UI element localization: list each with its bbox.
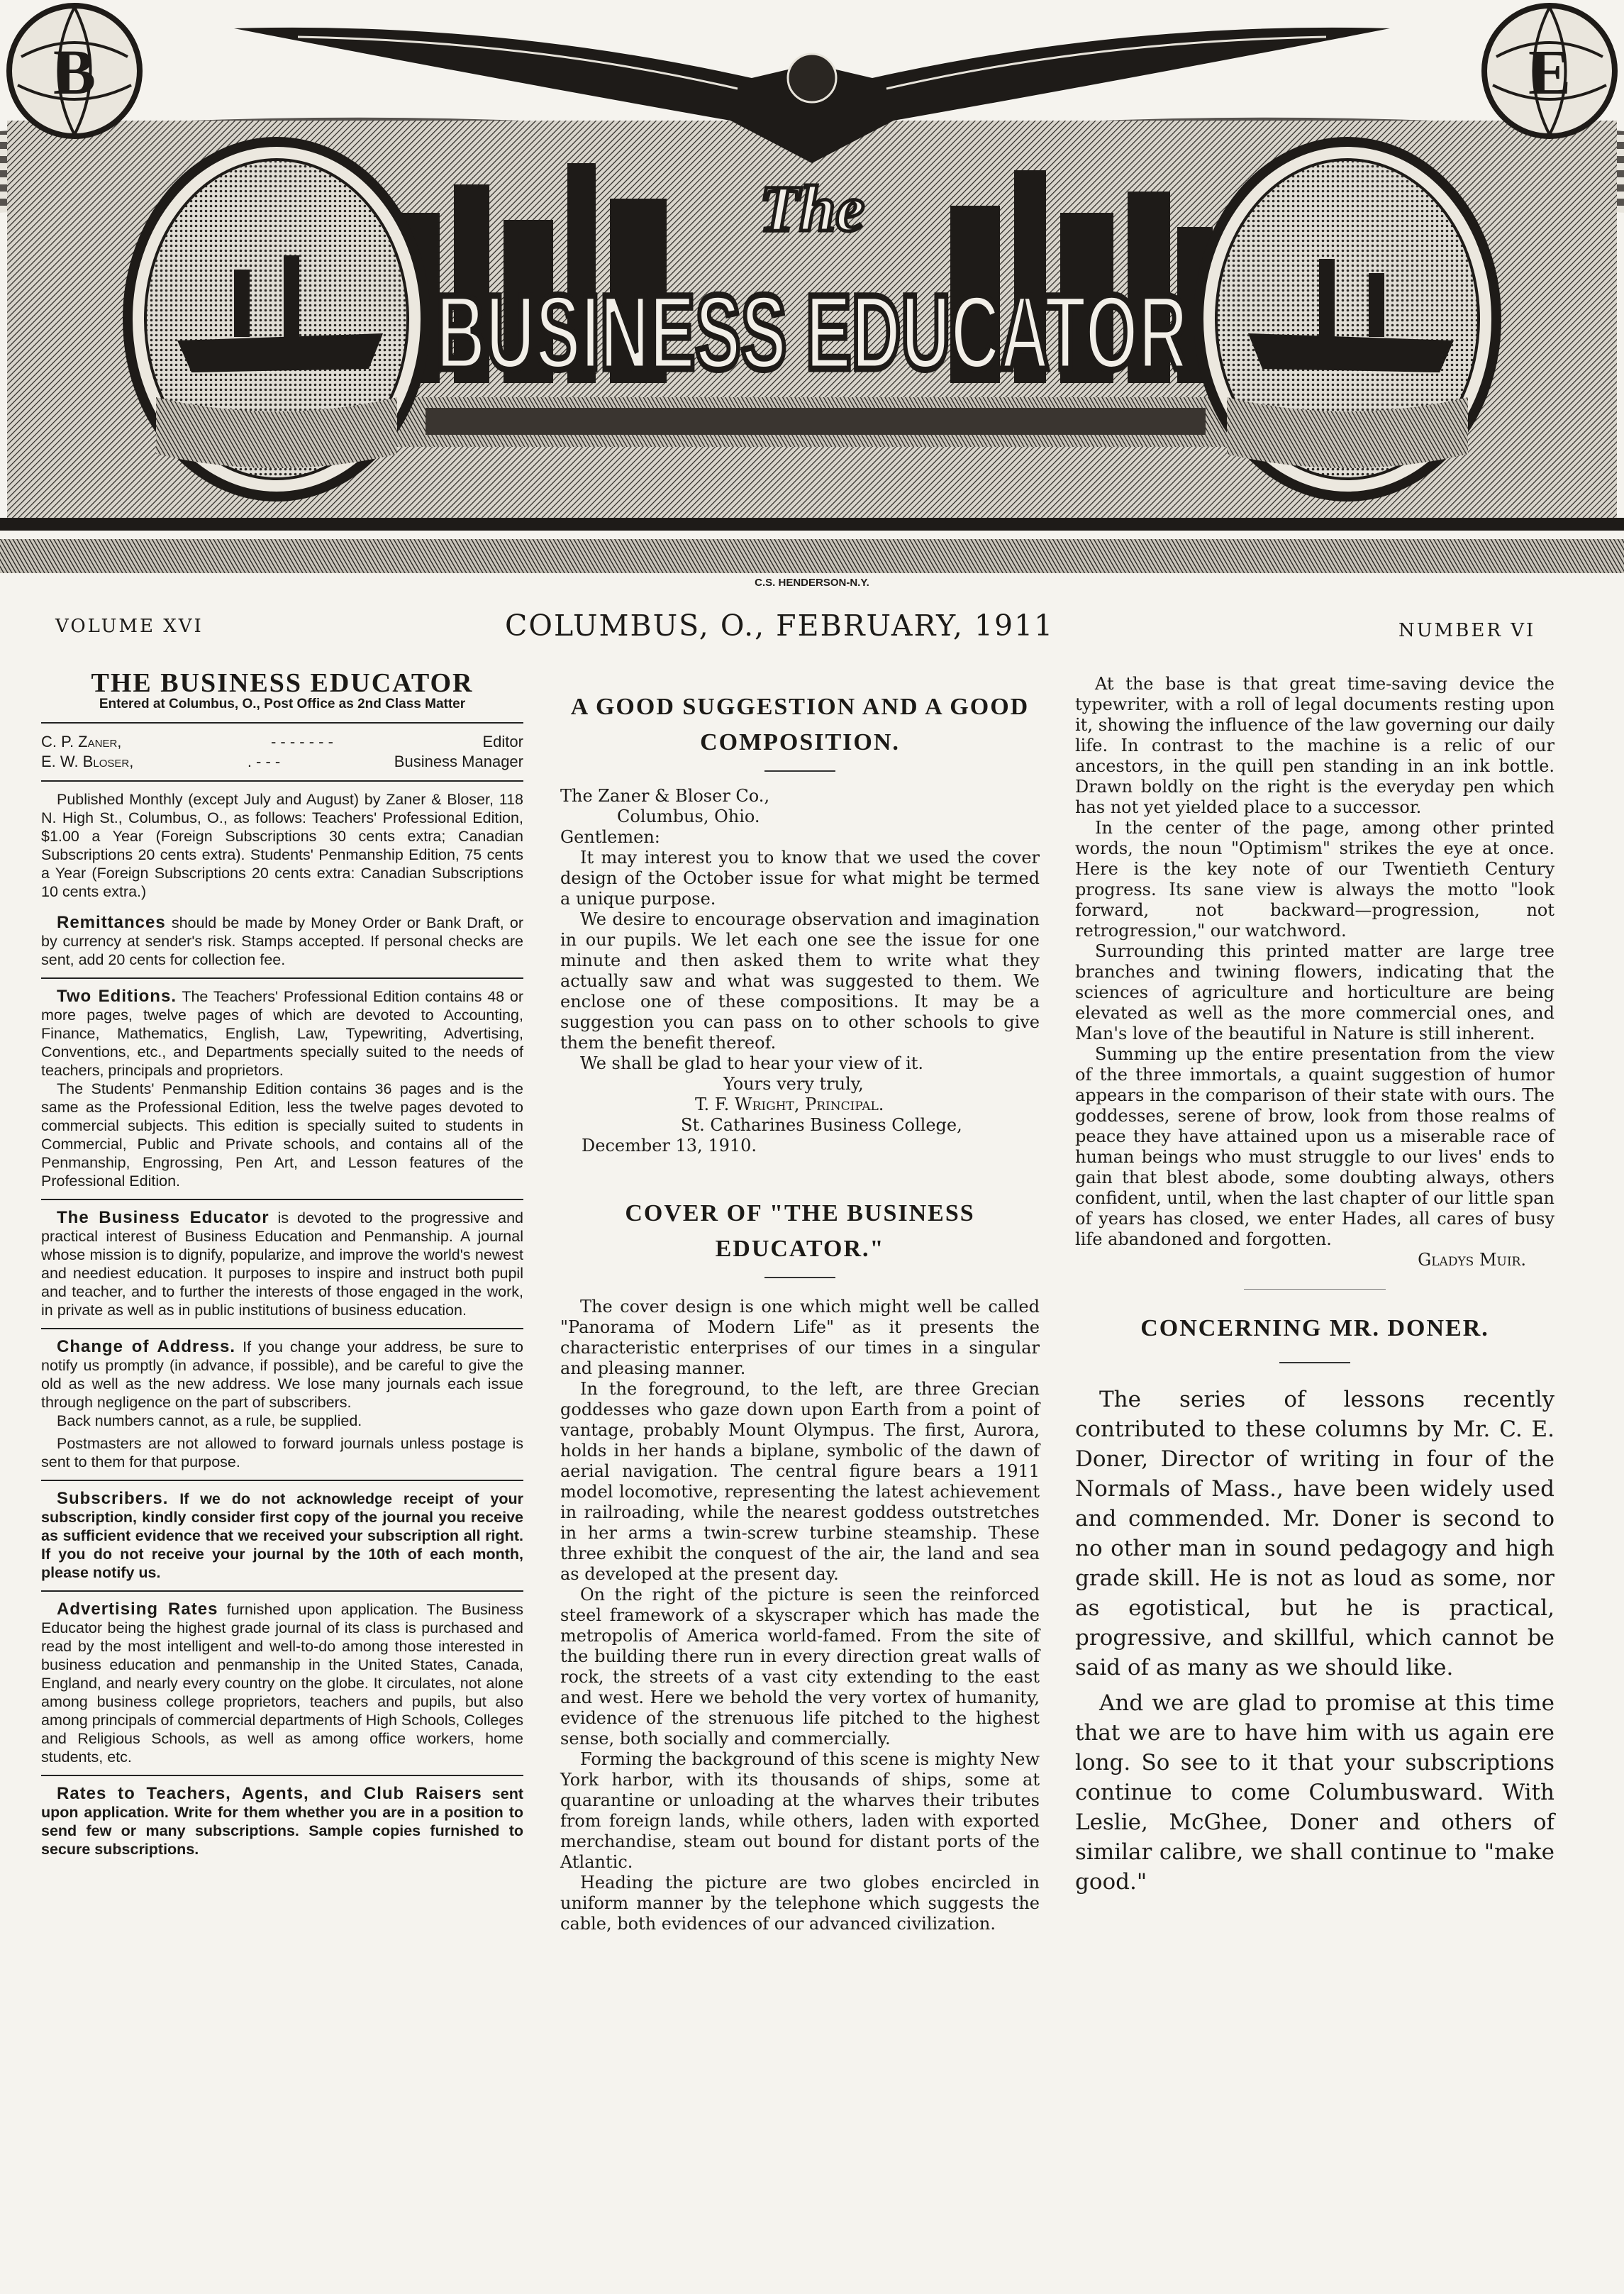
letter-paragraph-1: It may interest you to know that we used the cover design of the October issue for what might be termed a unique purpose. [560,848,1040,909]
article-author: Gladys Muir. [1418,1250,1526,1270]
cover-paragraph-7: In the center of the page, among other printed words, the noun "Optimism" strikes the eye at once. Here is the key note of our Twentieth Century progress. Its sane view is always the motto "look forward, not backward—progression, not retrogression," our watchword. [1075,818,1555,941]
address-section [41,1338,523,1412]
staff-role: Business Manager [394,753,523,770]
divider [41,1590,523,1592]
devoted-heading: The Business Educator [57,1208,269,1227]
divider [41,1199,523,1200]
article-title-suggestion: A GOOD SUGGESTION AND A GOOD COMPOSITION. [570,694,1030,755]
title-rule [764,770,835,772]
divider [41,1328,523,1329]
cover-paragraph-6: At the base is that great time-saving device the typewriter, with a roll of legal documents resting upon it, showing the influence of the law governing our daily life. In contrast to the machine is a relic of our ancestors, in the quill pen standing in an ink bottle. Drawn boldly on the right is the everyday pen which has not yet yielded place to a successor. [1075,674,1555,817]
publication-title: THE BUSINESS EDUCATOR [91,668,474,698]
subscribers-text: If we do not acknowledge receipt of your subscription, kindly consider first copy of the journal you receive as sufficient evidence that we received your subscription all right. If you do not receive your journal by the 10th of each month, please notify us. [41,1490,523,1581]
masthead-artist-credit: C.S. HENDERSON-N.Y. [755,577,869,589]
letter-paragraph-3: We shall be glad to hear your view of it. [580,1053,924,1073]
editions-text-2: The Students' Penmanship Edition contains 36 pages and is the same as the Professional Edition, less the twelve pages devoted to commercial subjects. This edition is specially suited to students in Commercial, Public and Private schools, and contains all of the Penmanship, Engrossing, Pen Art, and Lesson features of the Professional Edition. [41,1080,523,1190]
article-title-cover: COVER OF "THE BUSINESS EDUCATOR." [625,1200,975,1262]
entered-notice: Entered at Columbus, O., Post Office as 2nd Class Matter [99,697,466,711]
letter-paragraph-2: We desire to encourage observation and imagination in our pupils. We let each one see the issue for one minute and then asked them to write what they actually saw and what was suggested to them. We enclose one of these compositions. It may be a suggestion you can pass on to other schools to give them the benefit thereof. [560,909,1040,1053]
address-text: If you change your address, be sure to notify us promptly (in advance, if possible), and be careful to give the old as well as the new address. We lose many journals each issue through negligence on the part of subscribers. [41,1339,524,1411]
article-title-doner: CONCERNING MR. DONER. [1140,1315,1489,1341]
address-text-3: Postmasters are not allowed to forward journals unless postage is sent to them for that purpose. [41,1435,523,1470]
masthead [0,0,1624,589]
doner-paragraph-2: And we are glad to promise at this time that we are to have him with us again ere long. So see to it that your subscriptions continue to come Columbusward. With Leslie, McGhee, Doner and others of similar calibre, we shall continue to "make good." [1075,1690,1555,1895]
remittances-section [41,914,523,969]
cover-paragraph-2: In the foreground, to the left, are three Grecian goddesses who gaze down upon Earth from a point of vantage, probably Mount Olympus. The first, Aurora, holds in her hands a biplane, symbolic of the dawn of aerial navigation. The central figure bears a 1911 model locomotive, representing the latest achievement in railroading, while the nearest goddess outstretches in her arms a twin-screw turbine steamship. These three exhibit the conquest of the air, the land and sea as developed at the present day. [560,1379,1040,1584]
letter-address-1: The Zaner & Bloser Co., [560,786,770,806]
letter-date: December 13, 1910. [582,1136,757,1156]
staff-row-editor [41,732,523,752]
rates-text: sent upon application. Write for them whether you are in a position to send few or many subscriptions. Sample copies furnished to secure subscriptions. [41,1785,523,1858]
left-globe-letter: B [52,38,96,108]
advertising-text: furnished upon application. The Business Educator being the highest grade journal of its class is purchased and read by the most intelligent and well-to-do among those interested in business education and penmanship in the United States, Canada, England, and nearly every country on the globe. It circulates, not alone among business college proprietors, teachers and pupils, but also among principals of commercial departments of High Schools, Colleges and Religious Schools, as well as among office workers, home students, etc. [41,1601,524,1766]
remittances-heading: Remittances [57,913,166,932]
address-text-2: Back numbers cannot, as a rule, be supplied. [57,1412,362,1429]
devoted-text: is devoted to the progressive and practical interest of Business Education and Penmanship. A journal whose mission is to dignify, popularize, and improve the world's newest and neediest education. It purposes to inspire and instruct both pupil and teacher, and to further the interests of those engaged in the work, in private as well as in public institutions of business education. [41,1209,523,1319]
editions-heading: Two Editions. [57,987,177,1006]
city-date-label: COLUMBUS, O., FEBRUARY, 1911 [505,609,1055,643]
divider [41,1775,523,1776]
title-rule [1279,1362,1350,1363]
dateline [0,609,1624,644]
cover-paragraph-8: Surrounding this printed matter are large tree branches and twining flowers, indicating that the sciences of agriculture and horticulture are being elevated as well as the more commercial ones, and Man's love of the beautiful in Nature is still inherent. [1075,941,1555,1043]
advertising-heading: Advertising Rates [57,1600,218,1619]
letter-closing: Yours very truly, [723,1074,864,1094]
remittances-text: should be made by Money Order or Bank Draft, or by currency at sender's risk. Stamps accepted. If personal checks are sent, add 20 cents for collection fee. [41,914,523,968]
staff-dashes: - - - - - - - [270,733,333,750]
cover-paragraph-9: Summing up the entire presentation from the view of the three immortals, a quaint suggestion of humor appears in the comparison of their state with ours. The goddesses, serene of brow, look from those realms of peace they have attained upon us a miserable race of human beings who must struggle to our lives' ends to gain that blest abode, some doubting always, others confident, until, when the last chapter of our little span of years has closed, we enter Hades, all cares of busy life abandoned and forgotten. [1075,1044,1555,1249]
right-globe-letter: E [1528,38,1572,108]
rates-heading: Rates to Teachers, Agents, and Club Raisers [57,1784,482,1803]
subscribers-heading: Subscribers. [57,1489,169,1508]
subscribers-section [41,1490,523,1582]
column-publisher-info [41,668,524,1858]
letter-school: St. Catharines Business College, [681,1115,962,1135]
masthead-title: BUSINESS EDUCATOR [436,272,1188,392]
staff-name: C. P. Zaner, [41,733,122,750]
column-suggestion [560,674,1040,1934]
divider [41,722,523,724]
section-separator [1244,1289,1386,1290]
editions-section [41,987,523,1080]
number-label: NUMBER VI [1398,620,1536,641]
cover-paragraph-5: Heading the picture are two globes encircled in uniform manner by the telephone which suggests the cable, both evidences of our advanced civilization. [560,1873,1040,1934]
doner-paragraph-1: The series of lessons recently contributed to these columns by Mr. C. E. Doner, Director of writing in four of the Normals of Mass., have been widely used and commended. Mr. Doner is second to no other man in sound pedagogy and high grade skill. He is not as loud as some, nor as egotistical, but he is practical, progressive, and skillful, which cannot be said of as many as we should like. [1075,1387,1555,1680]
staff-dashes: . - - - [247,753,281,770]
staff-role: Editor [482,733,523,750]
cover-paragraph-4: Forming the background of this scene is mighty New York harbor, with its thousands of ships, some at quarantine or unloading at the wharves their tributes from foreign lands, while others, laden with exported merchandise, steam out bound for distant ports of the Atlantic. [560,1749,1040,1872]
volume-label: VOLUME XVI [55,616,204,637]
cover-article [560,1297,1040,1934]
published-notice: Published Monthly (except July and August) by Zaner & Bloser, 118 N. High St., Columbus, O., as follows: Teachers' Professional Edition, $1.00 a Year (Foreign Subscriptions 30 cents extra; Canadian Subscriptions 20 cents extra). Students' Penmanship Edition, 75 cents a Year (Foreign Subscriptions 20 cents extra: Canadian Subscriptions 10 cents extra.) [41,791,523,900]
rates-section [41,1785,523,1858]
cover-paragraph-3: On the right of the picture is seen the reinforced steel framework of a skyscraper which has made the metropolis of America world-famed. From the site of the building there run in every direction great walls of rock, the streets of a vast city extending to the east and west. Here we behold the very vortex of humanity, evidence of the strenuous life pitched to the highest sense, both socially and commercially. [560,1585,1040,1749]
masthead-engraving [0,0,1624,589]
staff-name: E. W. Bloser, [41,753,134,770]
doner-article [1075,1385,1555,1897]
divider [41,977,523,979]
column-continued [1075,674,1555,1902]
letter-signer: T. F. Wright, Principal. [695,1095,884,1114]
letter [560,786,1040,1156]
editions-text: The Teachers' Professional Edition contains 48 or more pages, twelve pages of which are devoted to Accounting, Finance, Mathematics, English, Law, Typewriting, Advertising, Conventions, etc., and Departments specially suited to the needs of teachers, principals and proprietors. [41,988,523,1079]
masthead-title-small: The [759,172,865,245]
cover-paragraph-1: The cover design is one which might well be called "Panorama of Modern Life" as it presents the characteristic enterprises of our times in a singular and pleasing manner. [560,1297,1040,1378]
divider [41,780,523,782]
letter-address-2: Columbus, Ohio. [617,807,760,826]
devoted-section [41,1209,523,1319]
title-rule [764,1277,835,1278]
staff-row-manager [41,752,523,772]
divider [41,1480,523,1481]
advertising-section [41,1600,523,1766]
letter-salutation: Gentlemen: [560,827,660,847]
address-heading: Change of Address. [57,1337,236,1356]
